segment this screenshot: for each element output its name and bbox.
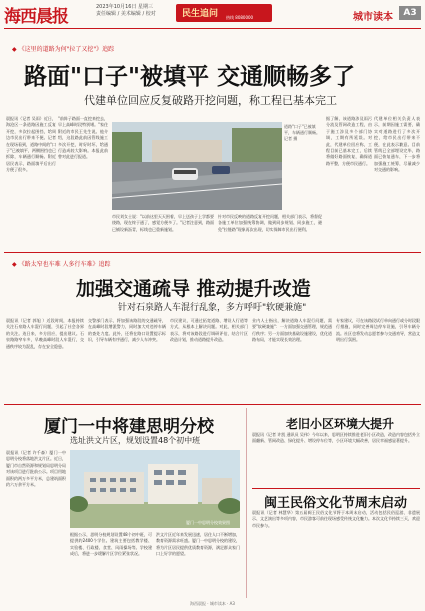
school-rendering-image [70,450,240,528]
masthead [0,0,425,30]
date-line: 2023年10月16日 星期三 [96,4,154,10]
story2-kicker: ◆ 《路太窄也车难 人多行车难》追踪 [12,259,111,268]
story1-headline: 路面"口子"被填平 交通顺畅多了 [24,64,355,90]
story3-col1: 晨报讯（记者 许千森）厦门一中思明分校将落地洪文片区。近日，厦门市自然资源和规划局思明分局对该项目进行批前公示。项目用地面积约两万多平方米，总建筑面积约六万余平方米。 [6,450,66,488]
story3-rendering [70,450,240,528]
story3-col2: 根据公示，思明分校规划设置48个初中班，可提供约2400个学位。建筑主要包括教学楼、实验楼、行政楼、食堂、风雨操场等。学校建成后，将进一步缓解片区学位紧张状况。 [70,532,152,557]
story2-col5: 专家建议，可在该路段试行单向通行或分时段限行措施，同时完善周边停车设施，引导车辆分流。社区也将发动志愿者参与交通劝导，营造文明出行氛围。 [336,318,420,343]
story2-subhead: 针对石泉路人车混行乱象，多方呼吁"软硬兼施" [118,303,307,313]
story5-text: 晨报讯（记者 林慧华）第五届闽王民俗文化节将于本周末启动，活动包括民俗巡游、非遗展示、文艺演出等多项内容，市民游客可前往现场感受传统文化魅力。本次文化节持续三天，欢迎市民参与。 [252,510,420,528]
street-photo-image [112,122,282,210]
story2-col2: 交警部门表示，将加强该路段的交通疏导，在高峰时段增派警力，同时加大对违停车辆的查处力度。此外，还将在路口设置提示标识，引导车辆有序通行，减少人车冲突。 [88,318,166,343]
column-banner [176,4,272,22]
page-number: A3 [399,6,421,20]
banner-title: 民生追问 [182,9,219,19]
story1-subhead: 代建单位回应反复破路开挖问题，称工程已基本完工 [84,94,337,107]
story3-col3: 洪文片区近年来发展迅速，居住人口不断增加，教育资源需求旺盛。厦门一中思明分校的建设，将为片区居民提供优质教育资源，满足群众家门口上好学的愿望。 [156,532,240,557]
story1-photo-caption: 道路"口子"已被填平，车辆通行顺畅。记者 摄 [284,124,320,141]
story1-col3: 据了解，该道路涉及雨污分流及管网改造工程，由于施工涉及多个部门协调，工期有所延误。对此，代建单位回应称，工程目前已基本完工，后续将做好路面恢复，确保道路平整，方便市民通行。 [326,116,372,166]
story3-headline: 厦门一中将建思明分校 [44,417,214,437]
story3-rendering-caption: 厦门一中思明分校效果图 [186,520,230,525]
story4-headline: 老旧小区环境大提升 [286,417,395,431]
story4-text: 晨报讯（记者 许凯 通讯员 吴伟）今年以来，思明区持续推进老旧小区改造，改造内容包括外立面翻新、管网改造、绿化提升、增设停车位等，小区环境大幅改善，居民幸福感显著提升。 [252,432,420,444]
story2-col3: 市民建议，可通过拓宽道路、增设人行道等方式，从根本上解决问题。对此，相关部门表示，将对该路段进行调研评估，结合片区改造计划，推动道路提升改造。 [170,318,248,343]
story1-col5: 市民刘女士说："以前这里天天围着，早上送孩子上学都要绕路，现在终于通了，感觉方便多了。"记者注意到，路面已铺设新沥青，标线也已重新施划。 [112,214,214,232]
story1-col6: 针对市民反映的道路反复开挖问题，相关部门表示，将督促各施工单位加强统筹协调，做到同步规划、同步施工，避免"拉链路"现象再次出现，切实保障市民出行便利。 [218,214,322,232]
issue-meta [96,4,156,18]
newspaper-logo: 海西晨报 [4,7,68,27]
story2-col1: 晨报讯（记者 郭旭 ）近段时间，本报持续关注石泉路人车混行问题，引起了社会各界的关注。连日来，多方回应，提出建议。石泉路路窄车多，早晚高峰时段人车混行，交通秩序较为混乱，存在安全隐患。 [6,318,84,349]
story2-col4: 业内人士指出，解决道路人车混行问题，需要"软硬兼施"：一方面加强交通管理，规范通行秩序；另一方面加快基础设施建设，优化道路布局，才能实现长效治理。 [252,318,332,343]
banner-hotline: 热线 8080000 [226,15,254,20]
column-divider [246,408,247,598]
editor-line: 责任编辑 / 美术编辑 / 校对 [96,11,156,17]
story1-col2: "前阵子路面一直挖来挖去，早上高峰时段特别堵。"家住附近的市民王先生说。他介绍，这段路此前因管线施工多次开挖，时好时坏，给通行造成较大影响。本报此前曾对此进行报道。 [58,116,108,160]
page-footer: 海西晨报 · 城市读本 · A3 [190,601,235,606]
story2-headline: 加强交通疏导 推动提升改造 [76,278,311,300]
section-divider-3 [252,488,420,489]
section-divider-1 [4,252,421,253]
story1-col4: 代建单位相关负责人表示，前期因施工需要，确实对道路进行了多次开挖，给市民出行带来不便，在此表示歉意。目前管线已全部埋设完毕，路面已恢复通车，下一步将加强施工统筹，尽量减少对交通的影响。 [374,116,420,173]
masthead-rule [4,28,421,29]
story1-col1: 晨报讯（记者 吴雨）近日，海沧区一条道路因施工反复开挖，多次拉起围挡，给周边市民出行带来不便。记者在现场看到，道路中间的"口子"已被填平，两侧围挡也已拆除，车辆通行顺畅。附近居民表示，路面填平后出行方便了很多。 [6,116,56,173]
story5-headline: 闽王民俗文化节周末启动 [264,496,408,511]
story1-kicker: ◆ 《这里的道路为何"拉了又挖"》追踪 [12,44,114,53]
story3-subhead: 选址洪文片区，规划设置48个初中班 [70,436,201,445]
section-divider-2 [4,404,421,405]
story1-photo [112,122,282,210]
section-name: 城市读本 [353,12,393,23]
